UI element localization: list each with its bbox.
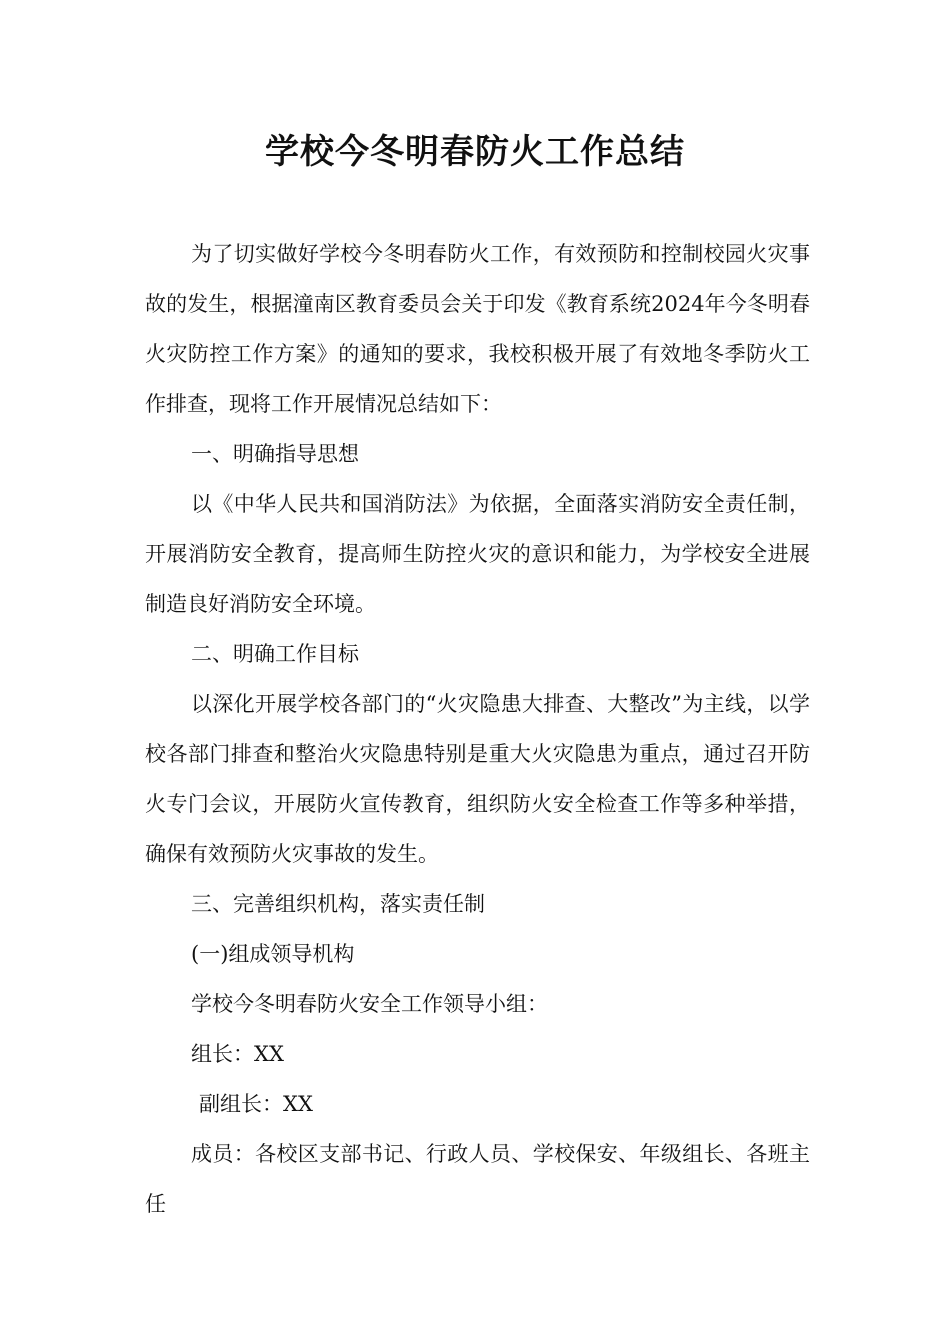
intro-paragraph: 为了切实做好学校今冬明春防火工作，有效预防和控制校园火灾事故的发生，根据潼南区教育委员会关于印发《教育系统2024年今冬明春火灾防控工作方案》的通知的要求，我校积极开展了有效地冬季防火工作排查，现将工作开展情况总结如下： xyxy=(145,242,810,416)
document-body xyxy=(145,229,810,1229)
section-2-paragraph: 以深化开展学校各部门的“火灾隐患大排查、大整改”为主线，以学校各部门排查和整治火灾隐患特别是重大火灾隐患为重点，通过召开防火专门会议，开展防火宣传教育，组织防火安全检查工作等多种举措，确保有效预防火灾事故的发生。 xyxy=(145,692,810,866)
leadership-group-label: 学校今冬明春防火安全工作领导小组： xyxy=(191,992,548,1016)
section-3-heading: 三、完善组织机构，落实责任制 xyxy=(191,892,485,916)
group-leader: 组长：XX xyxy=(191,1042,284,1066)
section-2-heading: 二、明确工作目标 xyxy=(191,642,359,666)
group-members: 成员：各校区支部书记、行政人员、学校保安、年级组长、各班主任 xyxy=(145,1142,810,1216)
section-1-heading: 一、明确指导思想 xyxy=(191,442,359,466)
document-title: 学校今冬明春防火工作总结 xyxy=(265,132,685,172)
section-1-paragraph: 以《中华人民共和国消防法》为依据，全面落实消防安全责任制，开展消防安全教育，提高师生防控火灾的意识和能力，为学校安全进展制造良好消防安全环境。 xyxy=(145,492,810,616)
subsection-1-heading: (一)组成领导机构 xyxy=(191,942,355,966)
deputy-group-leader: 副组长：XX xyxy=(199,1092,313,1116)
